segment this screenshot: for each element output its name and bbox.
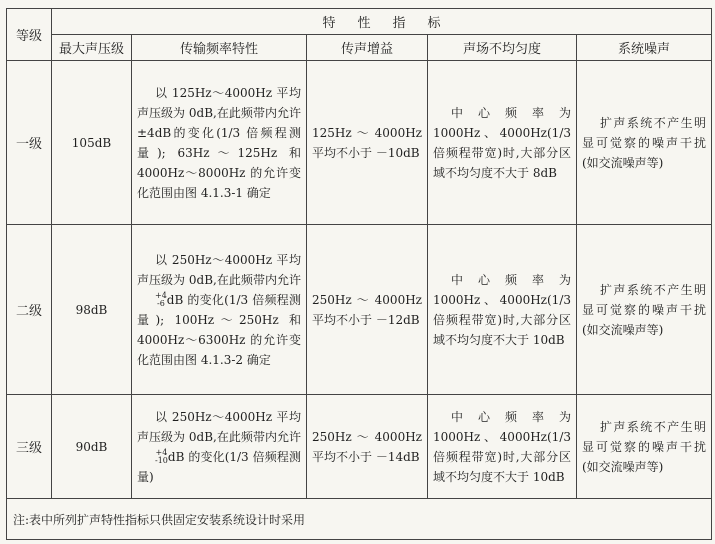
tolerance-bottom: -10: [155, 456, 168, 465]
gain-cell: 125Hz ～ 4000Hz 平均不小于 －10dB: [307, 61, 428, 225]
gain-cell: 250Hz ～ 4000Hz 平均不小于 －12dB: [307, 225, 428, 395]
table-row: [7, 395, 712, 499]
uniform-cell: 中心频率为 1000Hz、4000Hz(1/3 倍频程带宽)时,大部分区域不均匀度不大于 10dB: [428, 225, 577, 395]
freq-cell: [132, 395, 307, 499]
table-row: [7, 225, 712, 395]
freq-text-pre: 以 250Hz～4000Hz 平均声压级为 0dB,在此频带内允许: [137, 252, 301, 287]
freq-cell: [132, 61, 307, 225]
noise-cell: 扩声系统不产生明显可觉察的噪声干扰(如交流噪声等): [577, 61, 712, 225]
spl-cell: 105dB: [52, 61, 132, 225]
tolerance-top: +4: [155, 448, 168, 457]
freq-text-post: 的变化(1/3 倍频程测量); 63Hz～125Hz 和 4000Hz～8000Hz 的允许变化范围由图 4.1.3-1 确定: [137, 125, 301, 200]
group-header: 特性指标: [52, 9, 712, 35]
col-header-noise: 系统噪声: [577, 35, 712, 61]
gain-cell: 250Hz ～ 4000Hz 平均不小于 －14dB: [307, 395, 428, 499]
freq-cell: [132, 225, 307, 395]
spec-table: [6, 8, 712, 540]
tolerance-fraction: [137, 449, 168, 465]
grade-header: 等级: [7, 9, 52, 61]
freq-text-pre: 以 250Hz～4000Hz 平均声压级为 0dB,在此频带内允许: [137, 409, 301, 444]
freq-text-post: dB 的变化(1/3 倍频程测量); 100Hz～250Hz 和 4000Hz～6300Hz 的允许变化范围由图 4.1.3-2 确定: [137, 292, 301, 367]
freq-text-post: dB 的变化(1/3 倍频程测量): [137, 449, 301, 484]
col-header-freq: 传输频率特性: [132, 35, 307, 61]
noise-cell: 扩声系统不产生明显可觉察的噪声干扰(如交流噪声等): [577, 225, 712, 395]
table-row: [7, 61, 712, 225]
uniform-cell: 中心频率为 1000Hz、4000Hz(1/3 倍频程带宽)时,大部分区域不均匀度不大于 8dB: [428, 61, 577, 225]
tolerance-bottom: -6: [157, 299, 165, 308]
col-header-uniform: 声场不均匀度: [428, 35, 577, 61]
tolerance-top: +4: [155, 291, 167, 300]
spec-table-container: [6, 8, 711, 539]
table-note: 注:表中所列扩声特性指标只供固定安装系统设计时采用: [7, 499, 712, 540]
spl-cell: 98dB: [52, 225, 132, 395]
noise-cell: 扩声系统不产生明显可觉察的噪声干扰(如交流噪声等): [577, 395, 712, 499]
col-header-spl: 最大声压级: [52, 35, 132, 61]
grade-cell: 一级: [7, 61, 52, 225]
spl-cell: 90dB: [52, 395, 132, 499]
grade-cell: 三级: [7, 395, 52, 499]
tolerance-fraction: [137, 292, 167, 308]
uniform-cell: 中心频率为 1000Hz、4000Hz(1/3 倍频程带宽)时,大部分区域不均匀度不大于 10dB: [428, 395, 577, 499]
grade-cell: 二级: [7, 225, 52, 395]
col-header-gain: 传声增益: [307, 35, 428, 61]
freq-tolerance: ±4dB: [137, 125, 172, 140]
freq-text-pre: 以 125Hz～4000Hz 平均声压级为 0dB,在此频带内允许: [137, 85, 301, 120]
